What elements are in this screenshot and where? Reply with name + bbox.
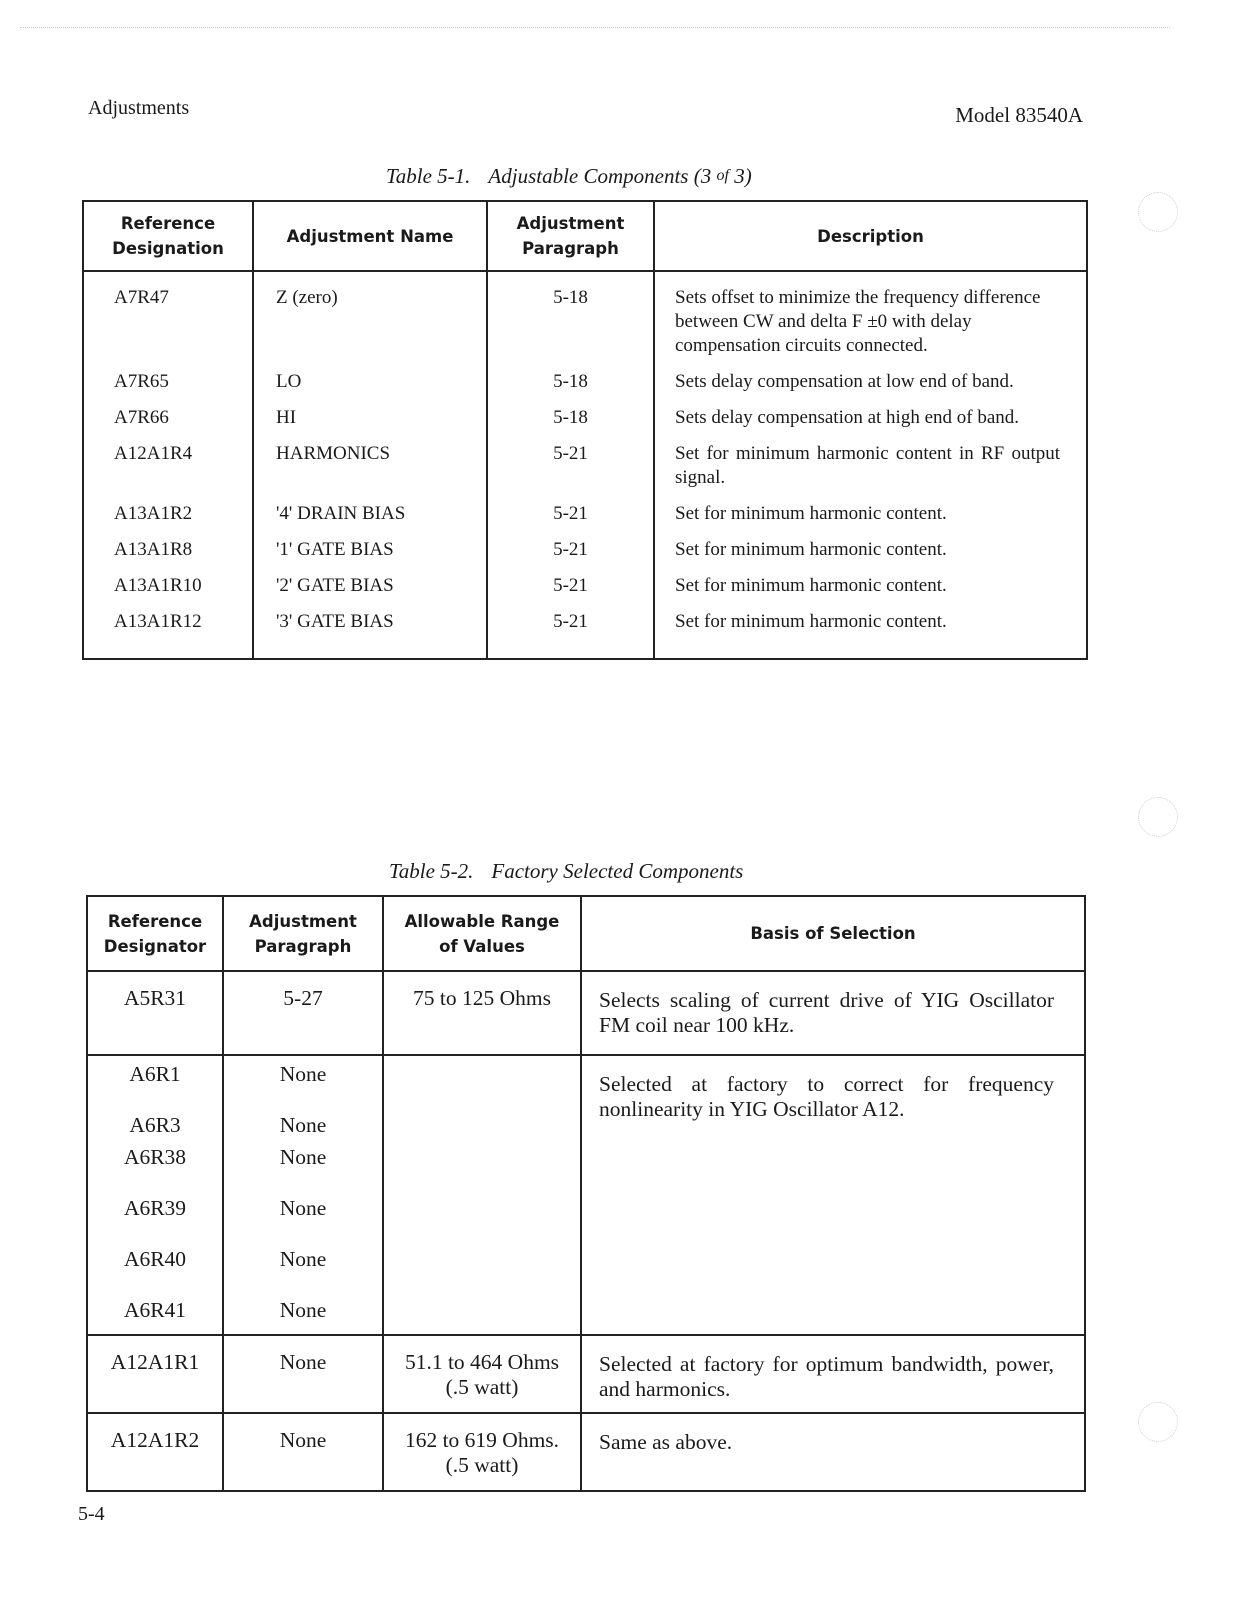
paragraph-cell: 5-18 — [487, 394, 654, 430]
table-header-row — [87, 896, 1085, 971]
section-heading: Adjustments — [88, 97, 190, 119]
paragraph-item: None — [279, 1062, 327, 1086]
reference-item: A6R39 — [123, 1196, 187, 1220]
binder-hole-mark — [1138, 192, 1178, 232]
paragraph-cell: 5-18 — [487, 358, 654, 394]
range-cell: 75 to 125 Ohms — [383, 971, 581, 1055]
paragraph-cell: 5-21 — [487, 598, 654, 659]
range-cell — [383, 1055, 581, 1335]
col-header-adjustment-name: Adjustment Name — [253, 201, 487, 271]
paragraph-cell: 5-21 — [487, 430, 654, 490]
reference-cell: A12A1R2 — [87, 1413, 223, 1491]
reference-item: A6R38 — [123, 1145, 187, 1169]
paragraph-cell: None — [223, 1413, 383, 1491]
reference-cell: A13A1R2 — [83, 490, 253, 526]
table-row — [83, 526, 1087, 562]
table-row — [87, 971, 1085, 1055]
table-row — [83, 490, 1087, 526]
reference-item: A6R40 — [123, 1247, 187, 1271]
reference-cell: A7R47 — [83, 271, 253, 358]
col-header-basis: Basis of Selection — [581, 896, 1085, 971]
table-row — [87, 1335, 1085, 1413]
adjustment-name-cell: HI — [253, 394, 487, 430]
description-cell: Set for minimum harmonic content. — [654, 562, 1087, 598]
reference-item: A6R41 — [123, 1298, 187, 1322]
range-cell: 51.1 to 464 Ohms (.5 watt) — [383, 1335, 581, 1413]
paragraph-cell: None — [223, 1335, 383, 1413]
reference-item: A6R3 — [129, 1113, 181, 1137]
reference-cell: A5R31 — [87, 971, 223, 1055]
col-header-allowable-range: Allowable Range of Values — [383, 896, 581, 971]
table-row — [87, 1055, 1085, 1335]
table-header-row — [83, 201, 1087, 271]
binder-hole-mark — [1138, 797, 1178, 837]
paragraph-cell — [223, 1055, 383, 1335]
description-cell: Set for minimum harmonic content. — [654, 598, 1087, 659]
basis-cell: Selected at factory for optimum bandwidth, power, and harmonics. — [581, 1335, 1085, 1413]
description-cell: Sets delay compensation at high end of band. — [654, 394, 1087, 430]
range-cell: 162 to 619 Ohms. (.5 watt) — [383, 1413, 581, 1491]
adjustable-components-table — [82, 200, 1088, 660]
reference-cell: A7R65 — [83, 358, 253, 394]
description-cell: Sets offset to minimize the frequency difference between CW and delta F ±0 with delay compensation circuits connected. — [654, 271, 1087, 358]
col-header-description: Description — [654, 201, 1087, 271]
adjustment-name-cell: '4' DRAIN BIAS — [253, 490, 487, 526]
table-row — [87, 1413, 1085, 1491]
paragraph-cell: 5-18 — [487, 271, 654, 358]
adjustment-name-cell: '3' GATE BIAS — [253, 598, 487, 659]
paragraph-cell: 5-21 — [487, 526, 654, 562]
table-row — [83, 562, 1087, 598]
adjustment-name-cell: HARMONICS — [253, 430, 487, 490]
reference-cell: A13A1R8 — [83, 526, 253, 562]
paragraph-cell: 5-27 — [223, 971, 383, 1055]
col-header-reference: Reference Designator — [87, 896, 223, 971]
paragraph-item: None — [279, 1145, 327, 1169]
table-row — [83, 598, 1087, 659]
reference-cell: A7R66 — [83, 394, 253, 430]
table1-number: Table 5-1. — [386, 164, 471, 188]
basis-cell: Selects scaling of current drive of YIG Oscillator FM coil near 100 kHz. — [581, 971, 1085, 1055]
table1-title: Adjustable Components (3 of 3) — [488, 164, 752, 188]
adjustment-name-cell: '1' GATE BIAS — [253, 526, 487, 562]
col-header-reference: Reference Designation — [83, 201, 253, 271]
table1-caption — [386, 164, 752, 189]
basis-cell: Same as above. — [581, 1413, 1085, 1491]
factory-selected-components-table — [86, 895, 1086, 1492]
scan-edge-line — [20, 27, 1170, 28]
description-cell: Set for minimum harmonic content. — [654, 526, 1087, 562]
adjustment-name-cell: Z (zero) — [253, 271, 487, 358]
col-header-paragraph: Adjustment Paragraph — [223, 896, 383, 971]
paragraph-item: None — [279, 1298, 327, 1322]
adjustment-name-cell: LO — [253, 358, 487, 394]
paragraph-item: None — [279, 1196, 327, 1220]
description-cell: Sets delay compensation at low end of band. — [654, 358, 1087, 394]
model-label: Model 83540A — [955, 103, 1083, 127]
reference-cell — [87, 1055, 223, 1335]
reference-item: A6R1 — [129, 1062, 181, 1086]
binder-hole-mark — [1138, 1402, 1178, 1442]
adjustment-name-cell: '2' GATE BIAS — [253, 562, 487, 598]
table-row — [83, 394, 1087, 430]
reference-cell: A13A1R10 — [83, 562, 253, 598]
table2-caption — [389, 859, 743, 884]
table-row — [83, 358, 1087, 394]
description-cell: Set for minimum harmonic content in RF output signal. — [654, 430, 1087, 490]
table2-number: Table 5-2. — [389, 859, 474, 883]
table-row — [83, 430, 1087, 490]
description-cell: Set for minimum harmonic content. — [654, 490, 1087, 526]
col-header-paragraph: Adjustment Paragraph — [487, 201, 654, 271]
reference-cell: A12A1R1 — [87, 1335, 223, 1413]
reference-cell: A13A1R12 — [83, 598, 253, 659]
paragraph-cell: 5-21 — [487, 562, 654, 598]
page-number: 5-4 — [78, 1503, 105, 1525]
paragraph-item: None — [279, 1113, 327, 1137]
table-row — [83, 271, 1087, 358]
basis-cell: Selected at factory to correct for frequency nonlinearity in YIG Oscillator A12. — [581, 1055, 1085, 1335]
table2-title: Factory Selected Components — [491, 859, 744, 883]
paragraph-cell: 5-21 — [487, 490, 654, 526]
reference-cell: A12A1R4 — [83, 430, 253, 490]
paragraph-item: None — [279, 1247, 327, 1271]
